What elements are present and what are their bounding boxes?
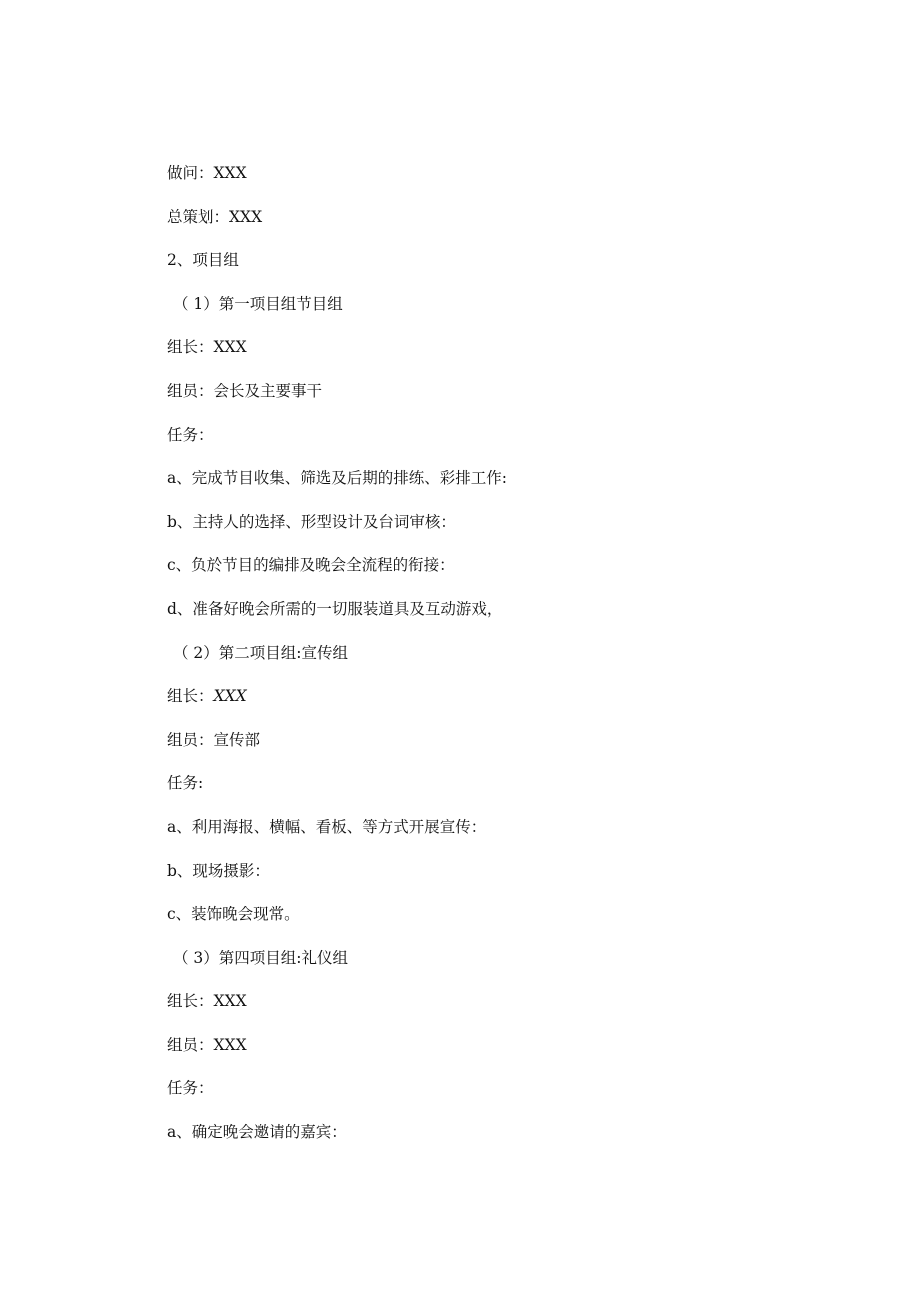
line-group1-task-b: b、主持人的选择、形型设计及台词审核： [167,512,456,531]
line-project-groups-heading: 2、项目组 [167,251,239,270]
line-adviser: 做问：XXX [167,164,247,182]
document-body [167,159,807,1162]
line-group2-heading: （ 2）第二项目组:宣传组 [173,643,349,662]
line-group3-members: 组员：XXX [167,1035,247,1054]
line-group3-task-a: a、确定晚会邀请的嘉宾： [167,1123,347,1142]
line-group2-task-b: b、现场摄影： [167,861,270,880]
line-group1-heading: （ 1）第一项目组节目组 [173,294,343,313]
line-group2-leader [167,682,807,726]
group2-leader-label: 组长： [167,687,214,706]
line-group3-leader: 组长：XXX [167,992,247,1011]
line-group3-heading: （ 3）第四项目组:礼仪组 [173,948,349,967]
line-group2-members: 组员：宣传部 [167,730,261,749]
line-group1-leader: 组长：XXX [167,338,247,357]
line-group1-members: 组员：会长及主要事干 [167,381,323,400]
line-chief-planner: 总策划：XXX [167,207,263,226]
line-group2-tasks-label: 任务: [167,774,204,793]
line-group2-task-c: c、装饰晚会现常。 [167,905,300,924]
line-group1-tasks-label: 任务： [167,425,214,444]
line-group1-task-a: a、完成节目收集、筛选及后期的排练、彩排工作: [167,469,507,488]
group2-leader-value: XXX [213,687,247,706]
line-group2-task-a: a、利用海报、横幅、看板、等方式开展宣传： [167,817,487,836]
line-group1-task-c: c、负於节目的编排及晚会全流程的衔接： [167,556,455,575]
line-group3-tasks-label: 任务： [167,1079,214,1098]
line-group1-task-d: d、准备好晚会所需的一切服装道具及互动游戏， [167,599,503,618]
